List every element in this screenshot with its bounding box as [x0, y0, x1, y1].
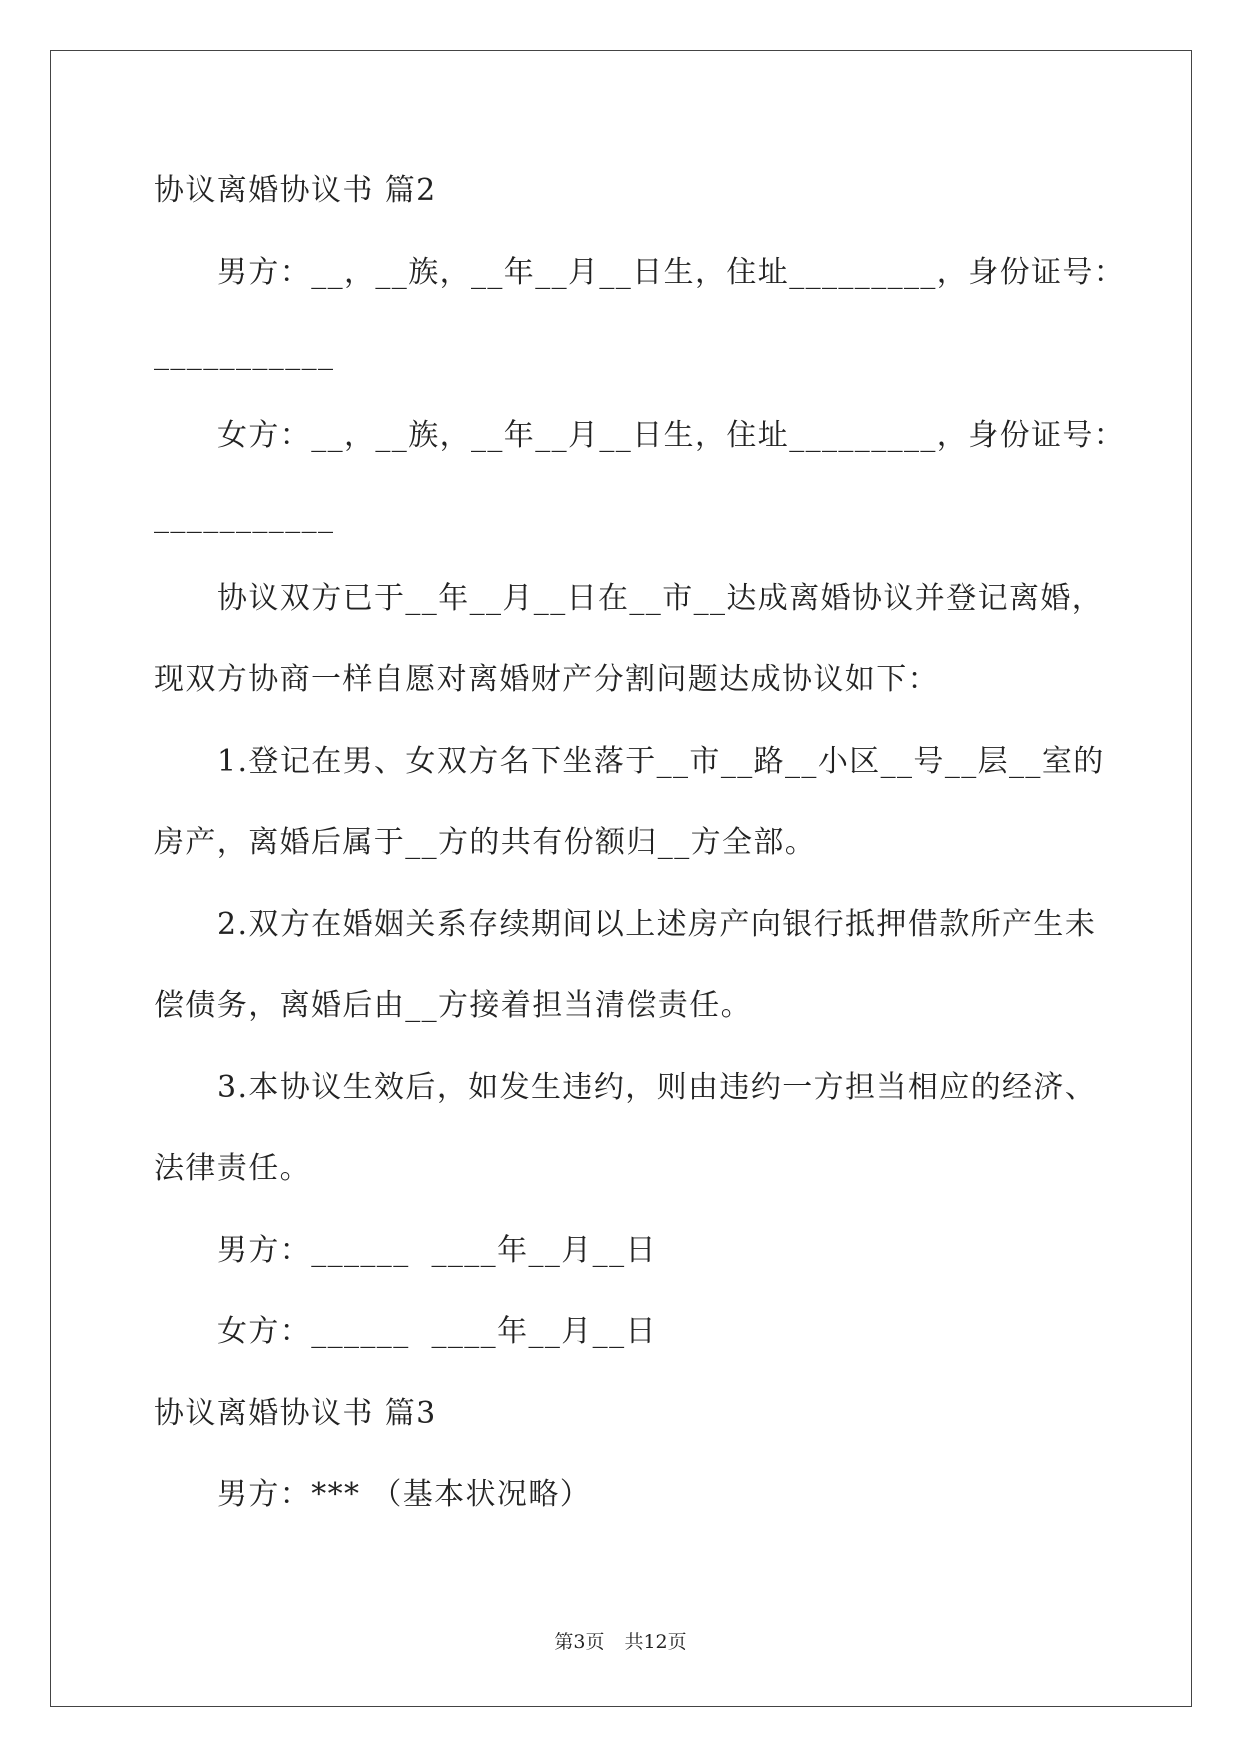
signature-line [154, 1291, 1164, 1373]
paragraph-line: 女方：__，__族，__年__月__日生，住址_________，身份证号： [217, 417, 1126, 453]
paragraph-line: 1.登记在男、女双方名下坐落于__市__路__小区__号__层__室的 [217, 743, 1105, 779]
page-total: 共12页 [624, 1631, 687, 1653]
paragraph [154, 232, 1164, 395]
paragraph-line: 房产，离婚后属于__方的共有份额归__方全部。 [154, 825, 817, 860]
paragraph-line: 现双方协商一样自愿对离婚财产分割问题达成协议如下： [154, 662, 939, 697]
paragraph-line: 协议双方已于__年__月__日在__市__达成离婚协议并登记离婚， [217, 580, 1104, 616]
paragraph-line: 偿债务，离婚后由__方接着担当清偿责任。 [154, 988, 752, 1023]
page-footer [0, 1630, 1241, 1654]
paragraph-line: 女方：______ ____年__月__日 [217, 1314, 657, 1349]
paragraph-line: 法律责任。 [154, 1151, 311, 1186]
paragraph [154, 1454, 1164, 1536]
paragraph-line: 男方：______ ____年__月__日 [217, 1232, 657, 1268]
page-number: 第3页 [554, 1631, 605, 1653]
section-title: 协议离婚协议书 篇3 [154, 1395, 437, 1431]
paragraph-line: 男方：__，__族，__年__月__日生，住址_________，身份证号： [217, 254, 1126, 290]
paragraph [154, 721, 1164, 884]
paragraph-line: ___________ [154, 336, 335, 371]
paragraph-line: 男方：*** （基本状况略） [217, 1477, 592, 1512]
paragraph-line: ___________ [154, 499, 335, 534]
paragraph-line: 2.双方在婚姻关系存续期间以上述房产向银行抵押借款所产生未 [217, 906, 1097, 942]
paragraph [154, 1047, 1164, 1210]
signature-line [154, 1210, 1164, 1292]
document-body [154, 150, 1164, 1536]
paragraph-line: 3.本协议生效后，如发生违约，则由违约一方担当相应的经济、 [217, 1069, 1097, 1105]
section-title: 协议离婚协议书 篇2 [154, 173, 437, 208]
paragraph [154, 558, 1164, 721]
paragraph [154, 395, 1164, 558]
paragraph [154, 884, 1164, 1047]
